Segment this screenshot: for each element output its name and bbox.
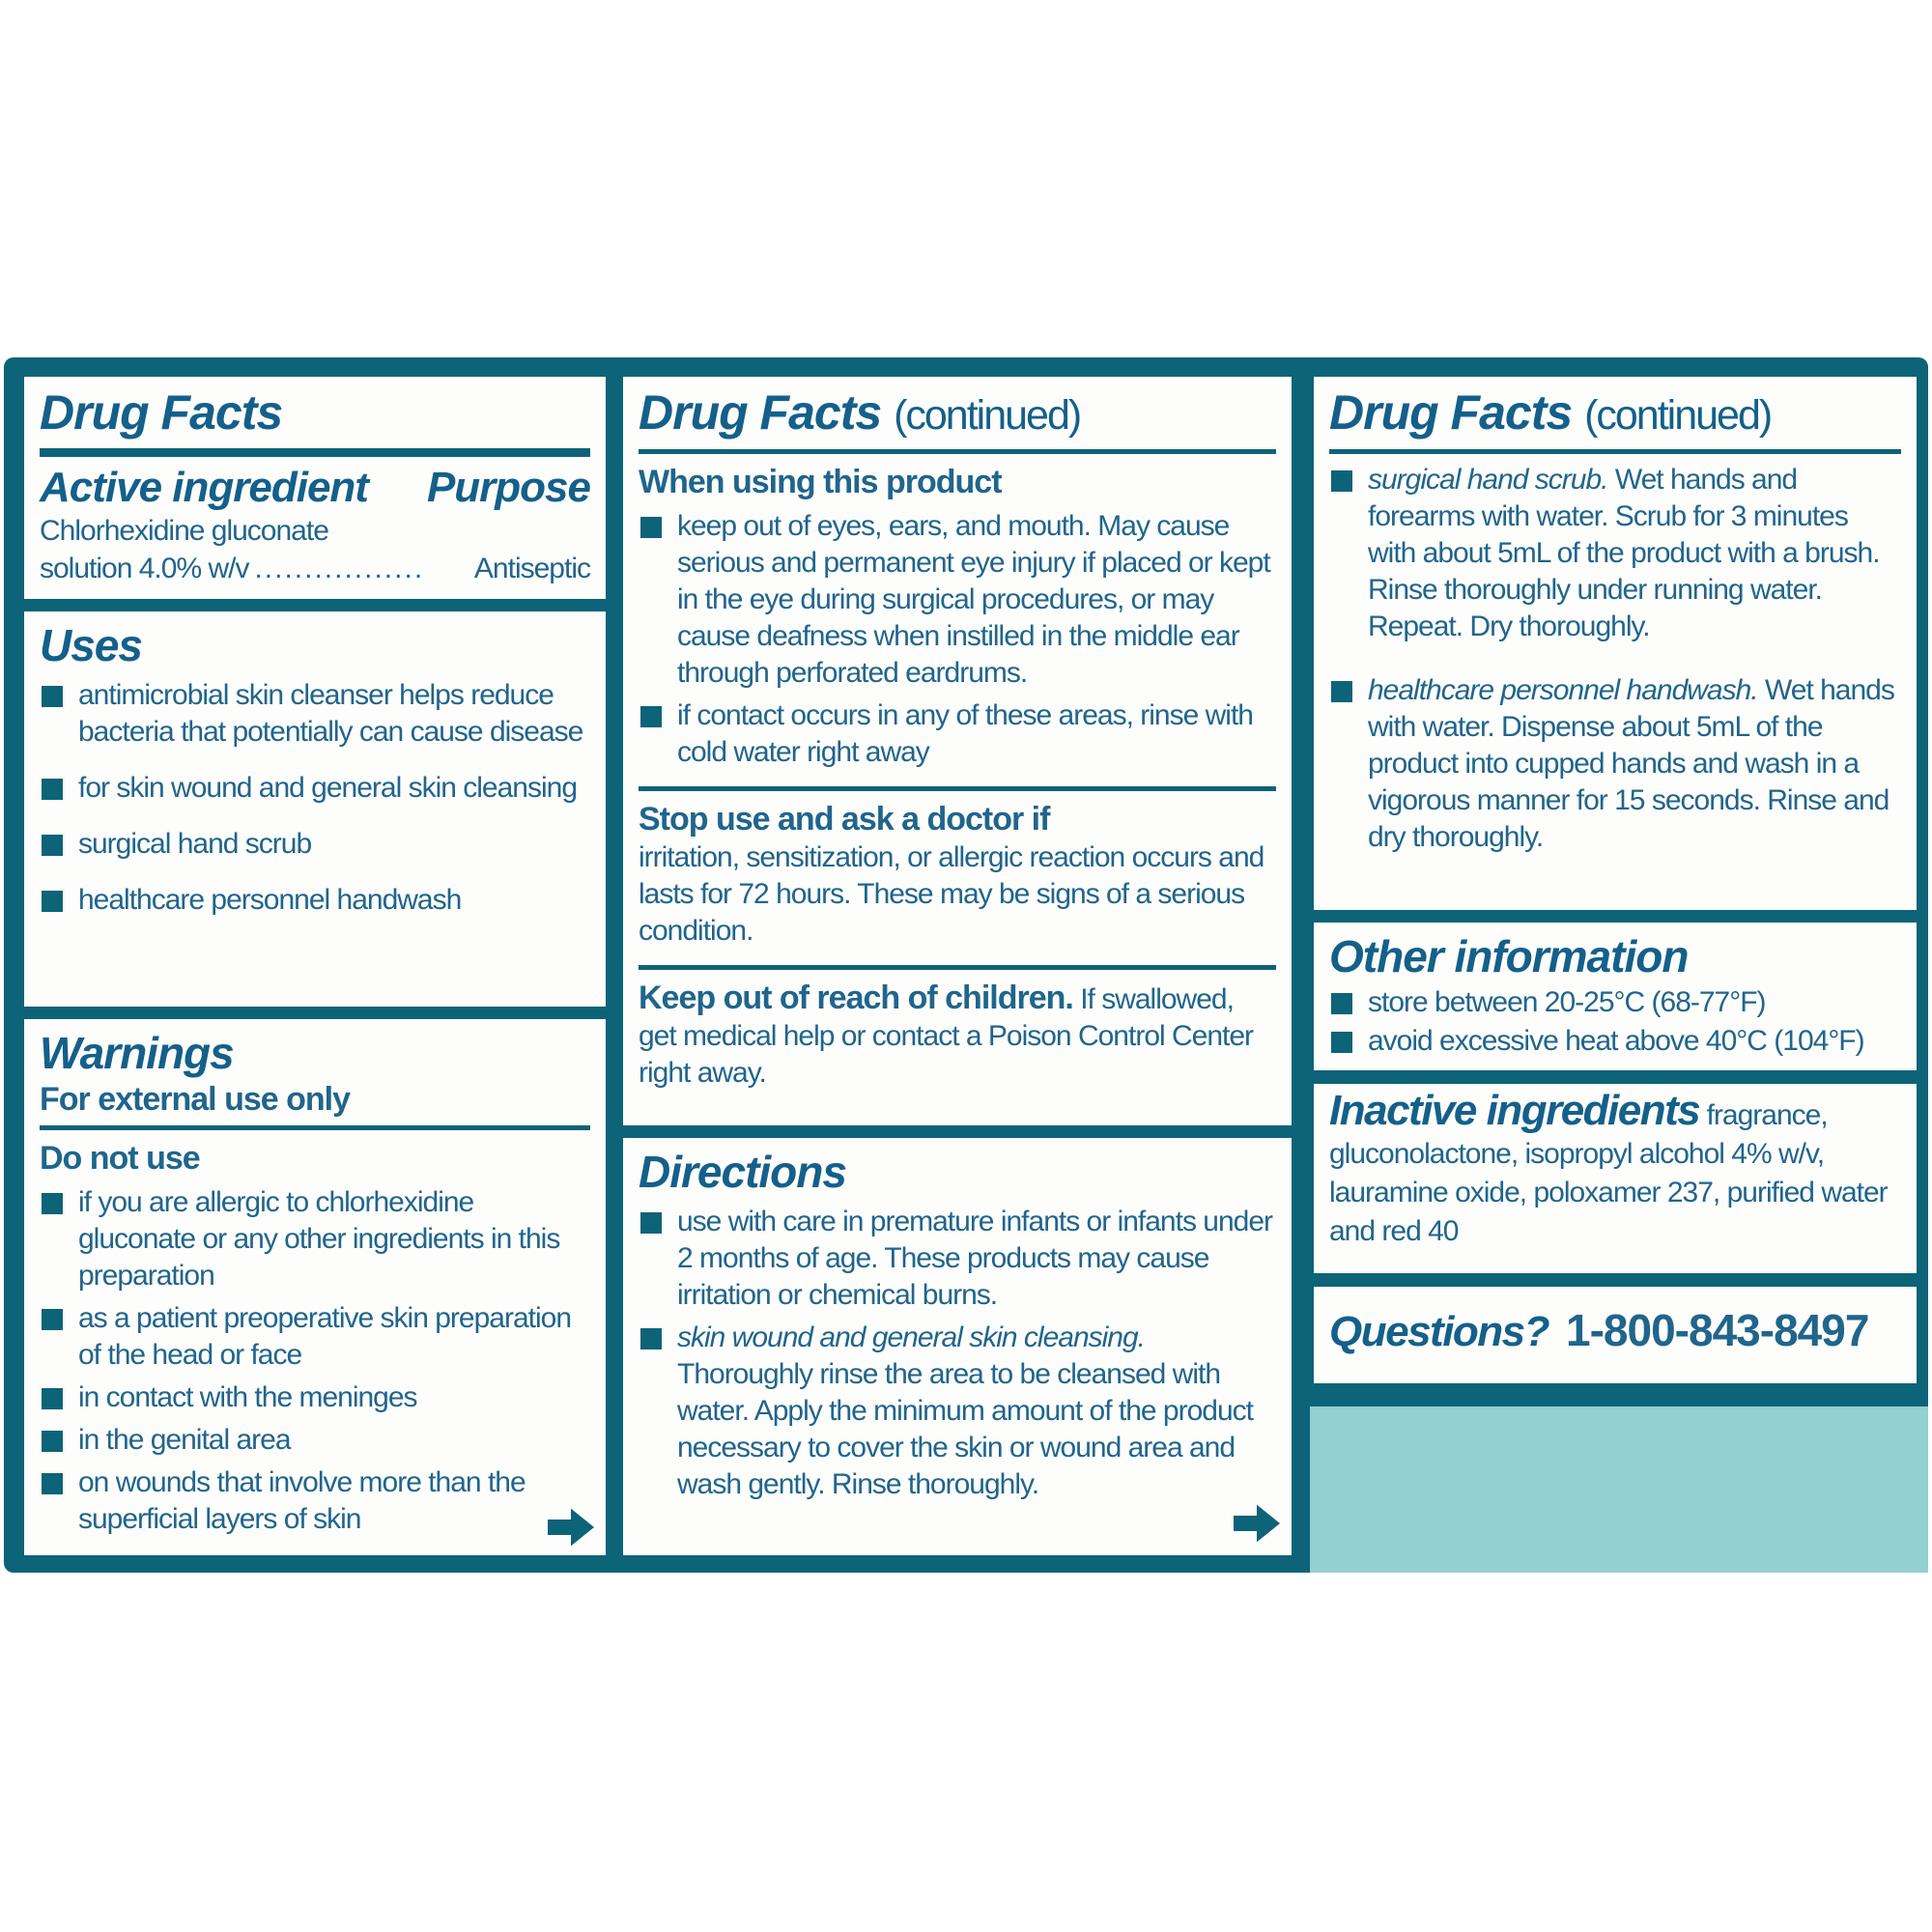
continue-arrow-icon <box>1234 1503 1280 1544</box>
square-bullet-icon <box>1331 470 1352 492</box>
purpose-value: Antiseptic <box>473 553 590 584</box>
questions-box <box>1314 1287 1917 1383</box>
questions-phone-number: 1-800-843-8497 <box>1566 1305 1869 1355</box>
square-bullet-icon <box>42 1388 63 1409</box>
square-bullet-icon <box>1331 1032 1352 1053</box>
list-item: in contact with the meninges <box>40 1379 590 1416</box>
drug-facts-title: Drug Facts <box>40 385 283 440</box>
list-item: healthcare personnel handwash <box>40 882 590 919</box>
directions-item-text: Thoroughly rinse the area to be cleansed with water. Apply the minimum amount of the product necessary to cover the skin or wound area and wash gently. Rinse thoroughly. <box>677 1358 1253 1500</box>
active-ingredient-label: Active ingredient <box>40 464 368 511</box>
list-item: antimicrobial skin cleanser helps reduce bacteria that potentially can cause disease <box>40 677 590 751</box>
drug-facts-continued-box-1 <box>623 377 1292 1125</box>
ingredient-strength: solution 4.0% w/v <box>40 553 249 584</box>
drug-facts-continued-title <box>1329 384 1901 443</box>
questions-row <box>1329 1304 1901 1356</box>
divider <box>40 1125 590 1130</box>
keep-out-paragraph <box>639 978 1276 1092</box>
ingredient-purpose-row <box>40 550 590 588</box>
keep-out-text: If swallowed, get medical help or contact a Poison Control Center right away. <box>639 983 1254 1089</box>
warnings-heading: Warnings <box>40 1028 234 1078</box>
square-bullet-icon <box>640 1212 662 1234</box>
list-item: use with care in premature infants or infants under 2 months of age. These products may cause irritation or chemical burns. <box>639 1204 1276 1314</box>
stop-use-heading: Stop use and ask a doctor if <box>639 801 1050 838</box>
list-item: for skin wound and general skin cleansing <box>40 770 590 807</box>
external-use-heading: For external use only <box>40 1081 350 1118</box>
list-item: in the genital area <box>40 1422 590 1459</box>
surgical-scrub-lead: surgical hand scrub. <box>1368 464 1608 496</box>
ingredient-name: Chlorhexidine gluconate <box>40 515 328 547</box>
inactive-ingredients-heading: Inactive ingredients <box>1329 1087 1700 1134</box>
inactive-ingredients-text: fragrance, gluconolactone, isopropyl alcohol 4% w/v, lauramine oxide, poloxamer 237, purified water and red 40 <box>1329 1099 1888 1247</box>
square-bullet-icon <box>42 1473 63 1494</box>
list-item: if you are allergic to chlorhexidine gluconate or any other ingredients in this preparation <box>40 1184 590 1294</box>
list-item: keep out of eyes, ears, and mouth. May cause serious and permanent eye injury if placed or kept in the eye during surgical procedures, or may cause deafness when instilled in the middle ear through perforated eardrums. <box>639 508 1276 692</box>
drug-facts-continued-title <box>639 384 1276 443</box>
drug-facts-continued-box-2 <box>1314 377 1917 910</box>
list-item: if contact occurs in any of these areas, rinse with cold water right away <box>639 697 1276 771</box>
divider <box>40 448 590 457</box>
list-item: on wounds that involve more than the superficial layers of skin <box>40 1464 590 1538</box>
warnings-box <box>24 1019 606 1555</box>
dot-leader: ................. <box>254 553 425 584</box>
list-item <box>639 1320 1276 1503</box>
square-bullet-icon <box>42 891 63 912</box>
square-bullet-icon <box>42 779 63 800</box>
directions-box <box>623 1138 1292 1555</box>
stop-use-text: irritation, sensitization, or allergic reaction occurs and lasts for 72 hours. These may be signs of a serious condition. <box>639 841 1264 947</box>
title-text: Drug Facts <box>1329 385 1573 440</box>
active-ingredient-box <box>24 377 606 599</box>
title-suffix: (continued) <box>894 392 1081 439</box>
square-bullet-icon <box>42 1193 63 1214</box>
list-item: store between 20-25°C (68-77°F) <box>1329 984 1901 1021</box>
list-item <box>1329 672 1901 856</box>
teal-filler-block <box>1310 1406 1928 1573</box>
list-item: as a patient preoperative skin preparation of the head or face <box>40 1300 590 1374</box>
uses-box <box>24 611 606 1007</box>
list-item: avoid excessive heat above 40°C (104°F) <box>1329 1023 1901 1060</box>
other-information-box <box>1314 923 1917 1070</box>
divider <box>639 965 1276 970</box>
square-bullet-icon <box>1331 993 1352 1014</box>
surgical-scrub-text: Wet hands and forearms with water. Scrub for 3 minutes with about 5mL of the product with a brush. Rinse thoroughly under running water. Repeat. Dry thoroughly. <box>1368 464 1880 642</box>
square-bullet-icon <box>42 1309 63 1330</box>
square-bullet-icon <box>1331 681 1352 702</box>
list-item <box>1329 462 1901 645</box>
square-bullet-icon <box>42 686 63 707</box>
inactive-ingredients-paragraph <box>1329 1087 1901 1251</box>
divider <box>639 786 1276 791</box>
square-bullet-icon <box>42 1431 63 1452</box>
when-using-heading: When using this product <box>639 464 1002 500</box>
active-ingredient-heading <box>40 463 590 513</box>
do-not-use-heading: Do not use <box>40 1140 200 1177</box>
handwash-lead: healthcare personnel handwash. <box>1368 674 1758 706</box>
uses-heading: Uses <box>40 620 142 670</box>
directions-item-lead: skin wound and general skin cleansing. <box>677 1321 1145 1353</box>
keep-out-heading: Keep out of reach of children. <box>639 980 1073 1016</box>
title-text: Drug Facts <box>639 385 882 440</box>
list-item: surgical hand scrub <box>40 826 590 863</box>
questions-label: Questions? <box>1329 1308 1549 1355</box>
other-information-heading: Other information <box>1329 931 1689 981</box>
handwash-text: Wet hands with water. Dispense about 5mL of the product into cupped hands and wash in a vigorous manner for 15 seconds. Rinse and dry thoroughly. <box>1368 674 1894 853</box>
square-bullet-icon <box>640 706 662 727</box>
square-bullet-icon <box>640 517 662 538</box>
directions-heading: Directions <box>639 1147 846 1197</box>
title-suffix: (continued) <box>1584 392 1772 439</box>
divider <box>639 449 1276 454</box>
square-bullet-icon <box>42 835 63 856</box>
purpose-label: Purpose <box>426 464 590 511</box>
square-bullet-icon <box>640 1328 662 1350</box>
divider <box>1329 449 1901 454</box>
inactive-ingredients-box <box>1314 1084 1917 1273</box>
